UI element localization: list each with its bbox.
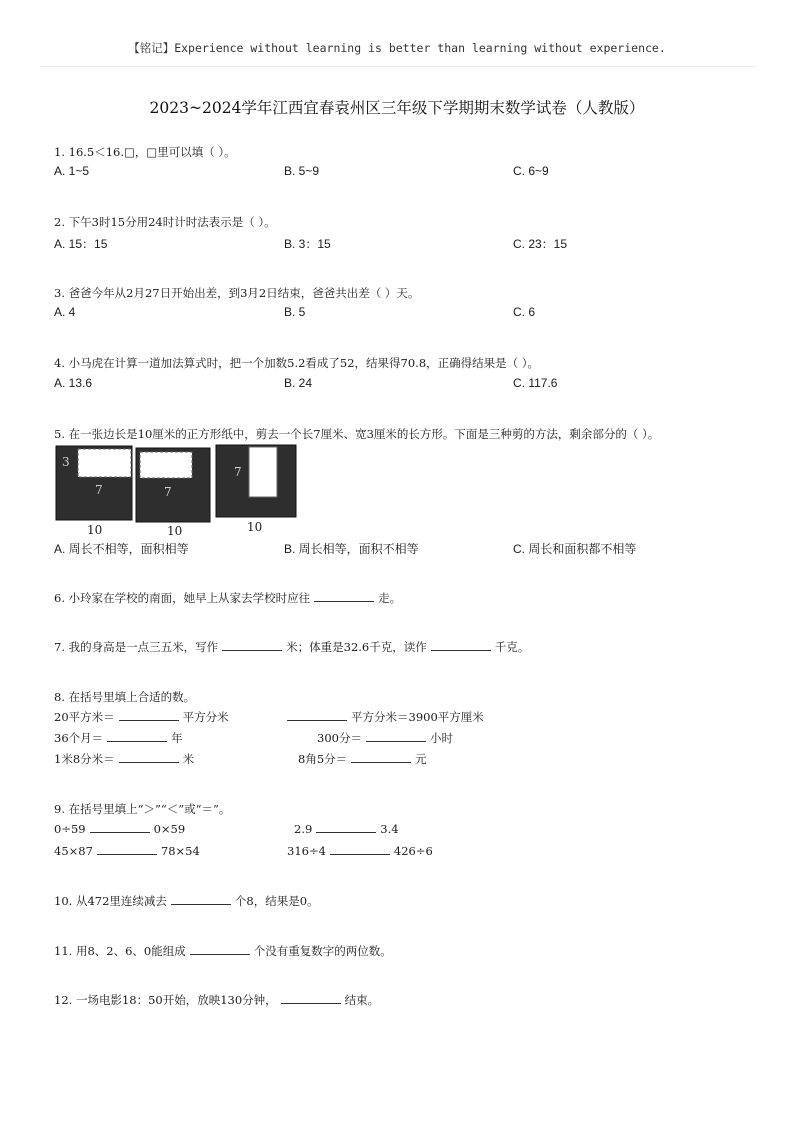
q9-r2a-right: 78×54: [160, 844, 200, 858]
question-6-prefix: 6. 小玲家在学校的南面，她早上从家去学校时应往: [54, 591, 311, 605]
q9-r1a-right: 0×59: [153, 822, 186, 836]
fig3-side-label: 10: [247, 520, 263, 534]
q9-r2a-left: 45×87: [54, 844, 93, 858]
question-12-prefix: 12. 一场电影18：50开始，放映130分钟，: [54, 993, 277, 1007]
question-7-suffix: 千克。: [494, 640, 530, 654]
q8-r2b-suffix: 小时: [429, 731, 453, 745]
q9-r1b-blank[interactable]: [316, 822, 376, 833]
q8-r3b-blank[interactable]: [351, 752, 411, 763]
question-9-row-1b: [294, 822, 399, 836]
question-8-row-1a: [54, 709, 229, 725]
exam-title: 2023~2024学年江西宜春袁州区三年级下学期期末数学试卷（人教版）: [149, 99, 645, 117]
question-3-option-c[interactable]: C. 6: [513, 305, 536, 319]
question-11: [54, 943, 392, 959]
question-4-stem: 4. 小马虎在计算一道加法算式时，把一个加数5.2看成了52，结果得70.8，正确得结果是（ ）。: [54, 356, 540, 370]
question-2-option-c[interactable]: C. 23：15: [513, 237, 568, 251]
question-5-option-a[interactable]: A. 周长不相等，面积相等: [54, 542, 189, 556]
q9-r2a-blank[interactable]: [97, 844, 157, 855]
fig2-length-label: 7: [164, 485, 172, 499]
question-4-option-b[interactable]: B. 24: [284, 376, 313, 390]
cut-square-figure-2: [136, 448, 210, 536]
question-3-option-b[interactable]: B. 5: [284, 305, 306, 319]
q8-r1a-prefix: 20平方米＝: [54, 710, 115, 724]
q8-r2b-blank[interactable]: [366, 731, 426, 742]
q9-r1a-left: 0÷59: [54, 822, 86, 836]
question-8-row-2a: [54, 730, 183, 746]
question-12-suffix: 结束。: [344, 993, 380, 1007]
q8-r2a-blank[interactable]: [107, 731, 167, 742]
question-1-option-b[interactable]: B. 5~9: [284, 164, 320, 178]
q8-r3b-suffix: 元: [415, 752, 427, 766]
fig2-side-label: 10: [167, 524, 183, 536]
question-4-option-c[interactable]: C. 117.6: [513, 376, 558, 390]
question-11-answer-blank[interactable]: [190, 944, 250, 955]
question-10: [54, 893, 319, 909]
cut-square-figure-1: [56, 446, 132, 536]
q8-r1a-suffix: 平方分米: [182, 710, 229, 724]
question-6-suffix: 走。: [378, 591, 402, 605]
q9-r1b-left: 2.9: [294, 822, 313, 836]
question-10-prefix: 10. 从472里连续减去: [54, 894, 167, 908]
q8-r1b-suffix: 平方分米＝3900平方厘米: [351, 710, 484, 724]
question-10-answer-blank[interactable]: [171, 894, 231, 905]
cut-square-figure-3: [216, 445, 296, 534]
q9-r2b-left: 316÷4: [287, 844, 326, 858]
question-5-figure: [54, 444, 304, 536]
fig1-side-label: 10: [87, 523, 103, 536]
question-8-row-3b: [298, 751, 427, 767]
question-7-middle: 米；体重是32.6千克，读作: [286, 640, 427, 654]
question-9-row-2b: [287, 844, 433, 858]
q8-r3a-suffix: 米: [182, 752, 195, 766]
question-8-row-3a: [54, 751, 194, 767]
question-2-option-a[interactable]: A. 15：15: [54, 237, 108, 251]
q9-r2b-blank[interactable]: [330, 844, 390, 855]
question-1-option-c[interactable]: C. 6~9: [513, 164, 549, 178]
question-5-stem: 5. 在一张边长是10厘米的正方形纸中，剪去一个长7厘米、宽3厘米的长方形。下面是三种剪的方法，剩余部分的（ ）。: [54, 427, 660, 441]
question-7-answer-blank-1[interactable]: [222, 640, 282, 651]
header-divider: [40, 66, 756, 67]
question-9-stem: 9. 在括号里填上“＞”“＜”或“＝”。: [54, 802, 231, 816]
fig3-length-label: 7: [234, 465, 242, 479]
page-motto: 【铭记】Experience without learning is better than learning without experience.: [128, 41, 666, 55]
fig1-length-label: 7: [95, 483, 103, 497]
question-11-suffix: 个没有重复数字的两位数。: [253, 944, 392, 958]
q8-r3a-blank[interactable]: [119, 752, 179, 763]
question-7-answer-blank-2[interactable]: [431, 640, 491, 651]
question-12: [54, 992, 379, 1008]
question-9-row-1a: [54, 822, 185, 836]
question-5-option-b[interactable]: B. 周长相等，面积不相等: [284, 542, 419, 556]
question-4-option-a[interactable]: A. 13.6: [54, 376, 93, 390]
question-12-answer-blank[interactable]: [281, 993, 341, 1004]
question-11-prefix: 11. 用8、2、6、0能组成: [54, 944, 186, 958]
q8-r3a-prefix: 1米8分米＝: [54, 752, 115, 766]
question-2-stem: 2. 下午3时15分用24时计时法表示是（ ）。: [54, 215, 276, 229]
question-3-option-a[interactable]: A. 4: [54, 305, 76, 319]
q8-r2a-prefix: 36个月＝: [54, 731, 104, 745]
question-6-answer-blank[interactable]: [314, 591, 374, 602]
fig1-width-label: 3: [62, 455, 70, 469]
question-8-row-2b: [317, 730, 453, 746]
q8-r1b-blank[interactable]: [287, 710, 347, 721]
question-3-stem: 3. 爸爸今年从2月27日开始出差，到3月2日结束，爸爸共出差（ ）天。: [54, 286, 420, 300]
q8-r1a-blank[interactable]: [119, 710, 179, 721]
question-8-stem: 8. 在括号里填上合适的数。: [54, 690, 196, 704]
question-7-prefix: 7. 我的身高是一点三五米，写作: [54, 640, 219, 654]
q8-r3b-prefix: 8角5分＝: [298, 752, 348, 766]
q8-r2a-suffix: 年: [171, 731, 183, 745]
q9-r1b-right: 3.4: [380, 822, 399, 836]
q8-r2b-prefix: 300分＝: [317, 731, 362, 745]
question-8-row-1b: [287, 709, 484, 725]
question-1-stem: 1. 16.5＜16.□，□里可以填（ ）。: [54, 145, 236, 159]
question-5-option-c[interactable]: C. 周长和面积都不相等: [513, 542, 637, 556]
question-10-suffix: 个8，结果是0。: [234, 894, 319, 908]
question-1-option-a[interactable]: A. 1~5: [54, 164, 90, 178]
question-2-option-b[interactable]: B. 3：15: [284, 237, 331, 251]
question-6: [54, 590, 401, 606]
question-9-row-2a: [54, 844, 200, 858]
question-7: [54, 639, 529, 655]
q9-r1a-blank[interactable]: [90, 822, 150, 833]
q9-r2b-right: 426÷6: [393, 844, 433, 858]
